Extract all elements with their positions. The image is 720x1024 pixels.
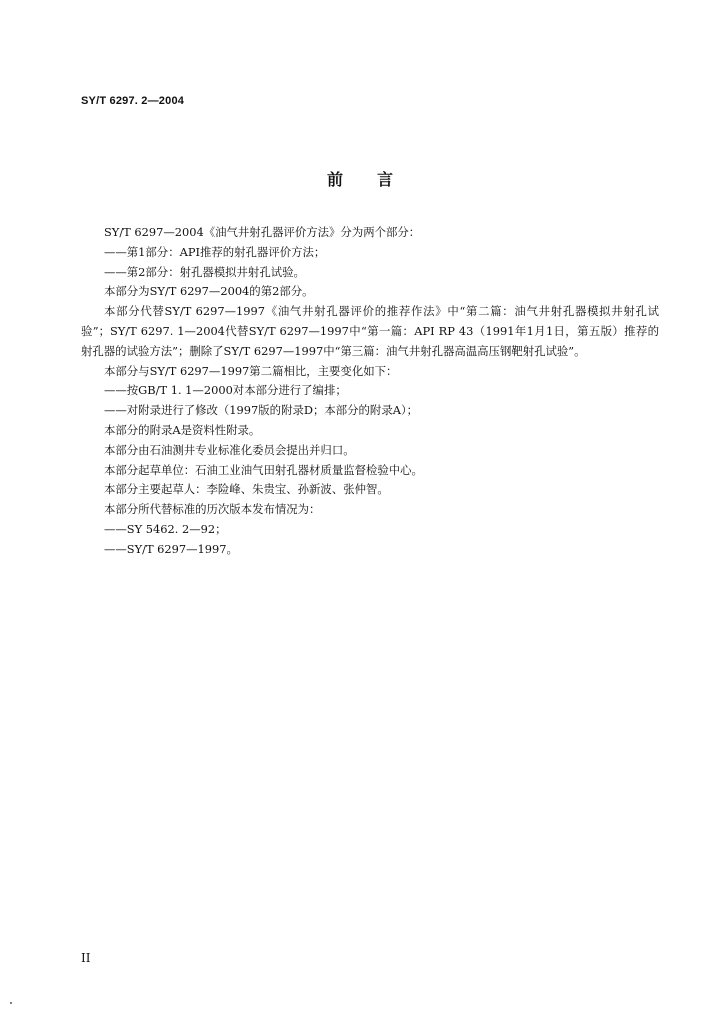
paragraph-intro: SY/T 6297—2004《油气井射孔器评价方法》分为两个部分： [104,225,421,239]
page-title: 前言 [326,170,427,189]
paragraph-proposed-by: 本部分由石油测井专业标准化委员会提出并归口。 [104,442,355,457]
document-code: SY/T 6297. 2—2004 [81,95,185,107]
paragraph-drafting-unit: 本部分起草单位：石油工业油气田射孔器材质量监督检验中心。 [104,462,423,477]
page-number: II [81,951,91,965]
paragraph-history-2: ——SY/T 6297—1997。 [104,541,238,556]
paragraph-part-2: ——第2部分：射孔器模拟井射孔试验。 [104,264,305,279]
paragraph-changes-intro: 本部分与SY/T 6297—1997第二篇相比，主要变化如下： [104,363,398,378]
scan-speck [10,1002,12,1004]
paragraph-history-1: ——SY 5462. 2—92； [104,521,227,536]
paragraph-change-2: ——对附录进行了修改（1997版的附录D；本部分的附录A）； [104,403,419,418]
paragraph-annex: 本部分的附录A是资料性附录。 [104,422,261,437]
paragraph-this-part: 本部分为SY/T 6297—2004的第2部分。 [104,284,314,299]
paragraph-history-intro: 本部分所代替标准的历次版本发布情况为： [104,502,321,517]
paragraph-replaces: 本部分代替SY/T 6297—1997《油气井射孔器评价的推荐作法》中“第二篇：油气井射孔器模拟井射孔试验”；SY/T 6297. 1—2004代替SY/T 6297—1997中“第一篇：API RP 43（1991年1月1日，第五版）推荐的射孔器的试验方法”；删除了SY/T 6297—1997中“第三篇：油气井射孔器高温高压钢靶射孔试验”。 [81,304,659,358]
paragraph-drafters: 本部分主要起草人：李险峰、朱贵宝、孙新波、张仲智。 [104,482,389,497]
paragraph-part-1: ——第1部分：API推荐的射孔器评价方法； [104,244,326,259]
paragraph-change-1: ——按GB/T 1. 1—2000对本部分进行了编排； [104,383,347,398]
foreword-body [81,223,659,560]
